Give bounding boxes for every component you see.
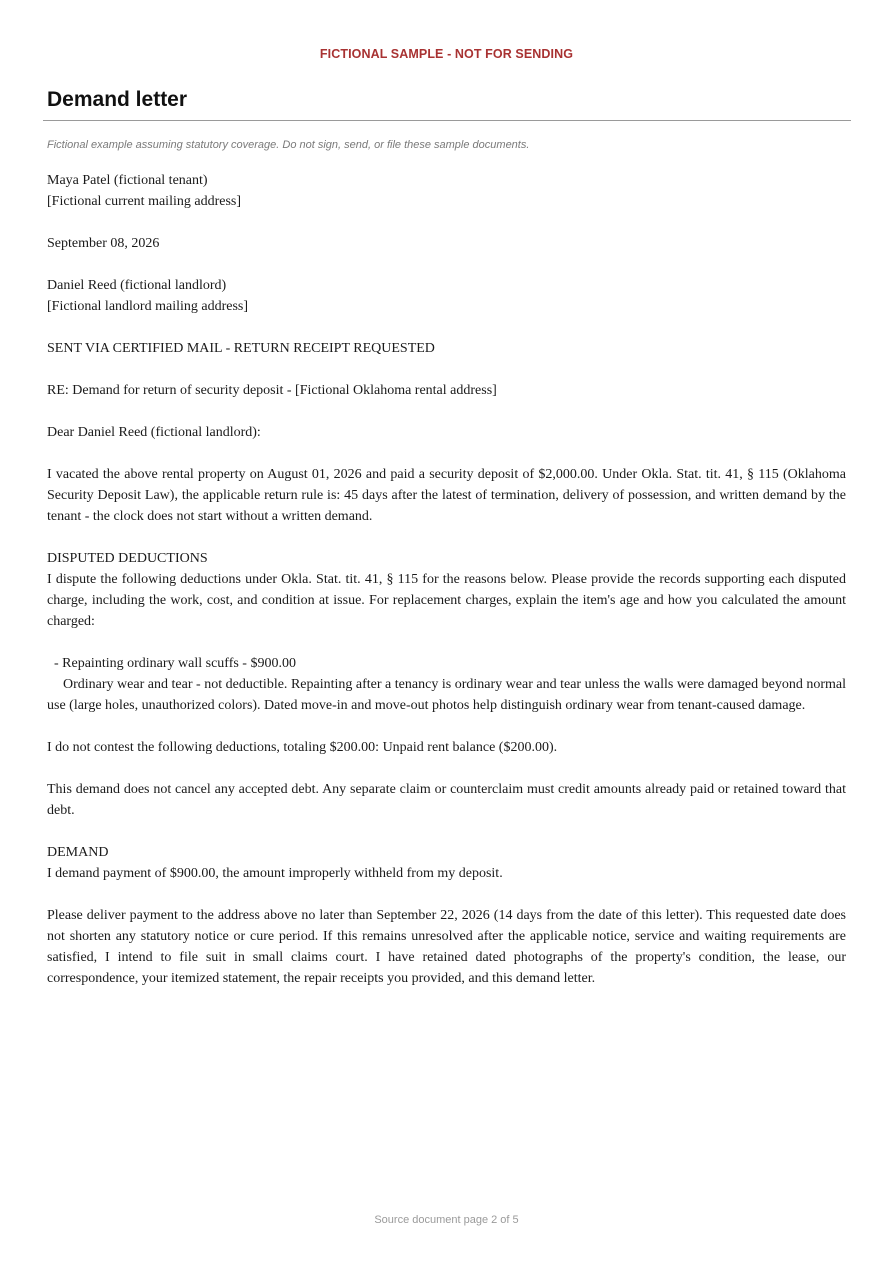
disputed-item-reason: Ordinary wear and tear - not deductible. Repainting after a tenancy is ordinary wear and tear unless the walls were damaged beyond normal use (large holes, unauthorized colors). Dated move-in and move-out photos help distinguish ordinary wear from tenant-caused damage. — [47, 677, 846, 713]
disputed-heading: DISPUTED DEDUCTIONS — [47, 551, 208, 566]
page-footer: Source document page 2 of 5 — [374, 1214, 519, 1226]
closing-paragraph: Please deliver payment to the address above no later than September 22, 2026 (14 days from the date of this letter). This requested date does not shorten any statutory notice or cure period. If this remains unresolved after the applicable notice, service and waiting requirements are satisfied, I intend to file suit in small claims court. I have retained dated photographs of the property's condition, the lease, our correspondence, your itemized statement, the repair receipts you provided, and this demand letter. — [47, 908, 846, 986]
recipient-name: Daniel Reed (fictional landlord) — [47, 278, 227, 293]
page-title: Demand letter — [47, 88, 188, 111]
demand-heading: DEMAND — [47, 845, 109, 860]
uncontested-deductions: I do not contest the following deductions, totaling $200.00: Unpaid rent balance ($200.00). — [47, 740, 558, 755]
demand-text: I demand payment of $900.00, the amount improperly withheld from my deposit. — [47, 866, 503, 881]
title-divider — [43, 120, 851, 121]
sample-banner: FICTIONAL SAMPLE - NOT FOR SENDING — [319, 47, 574, 61]
salutation: Dear Daniel Reed (fictional landlord): — [47, 425, 261, 440]
recipient-block — [47, 275, 846, 317]
debt-note: This demand does not cancel any accepted debt. Any separate claim or counterclaim must credit amounts already paid or retained toward that debt. — [47, 782, 846, 818]
sample-disclaimer: Fictional example assuming statutory coverage. Do not sign, send, or file these sample documents. — [47, 139, 530, 151]
recipient-address: [Fictional landlord mailing address] — [47, 299, 249, 314]
sender-block — [47, 170, 846, 212]
subject-line: RE: Demand for return of security deposit - [Fictional Oklahoma rental address] — [47, 383, 497, 398]
sender-name: Maya Patel (fictional tenant) — [47, 173, 208, 188]
disputed-item-line: - Repainting ordinary wall scuffs - $900.00 — [54, 656, 296, 671]
disputed-intro: I dispute the following deductions under Okla. Stat. tit. 41, § 115 for the reasons below. Please provide the records supporting each disputed charge, including the work, cost, and condition at issue. For replacement charges, explain the item's age and how you calculated the amount charged: — [47, 572, 846, 629]
sender-address: [Fictional current mailing address] — [47, 194, 241, 209]
letter-date: September 08, 2026 — [47, 236, 160, 251]
letter-body — [47, 170, 846, 1010]
intro-paragraph: I vacated the above rental property on August 01, 2026 and paid a security deposit of $2,000.00. Under Okla. Stat. tit. 41, § 115 (Oklahoma Security Deposit Law), the applicable return rule is: 45 days after the latest of termination, delivery of possession, and written demand by the tenant - the clock does not start without a written demand. — [47, 467, 846, 524]
delivery-method: SENT VIA CERTIFIED MAIL - RETURN RECEIPT REQUESTED — [47, 341, 435, 356]
